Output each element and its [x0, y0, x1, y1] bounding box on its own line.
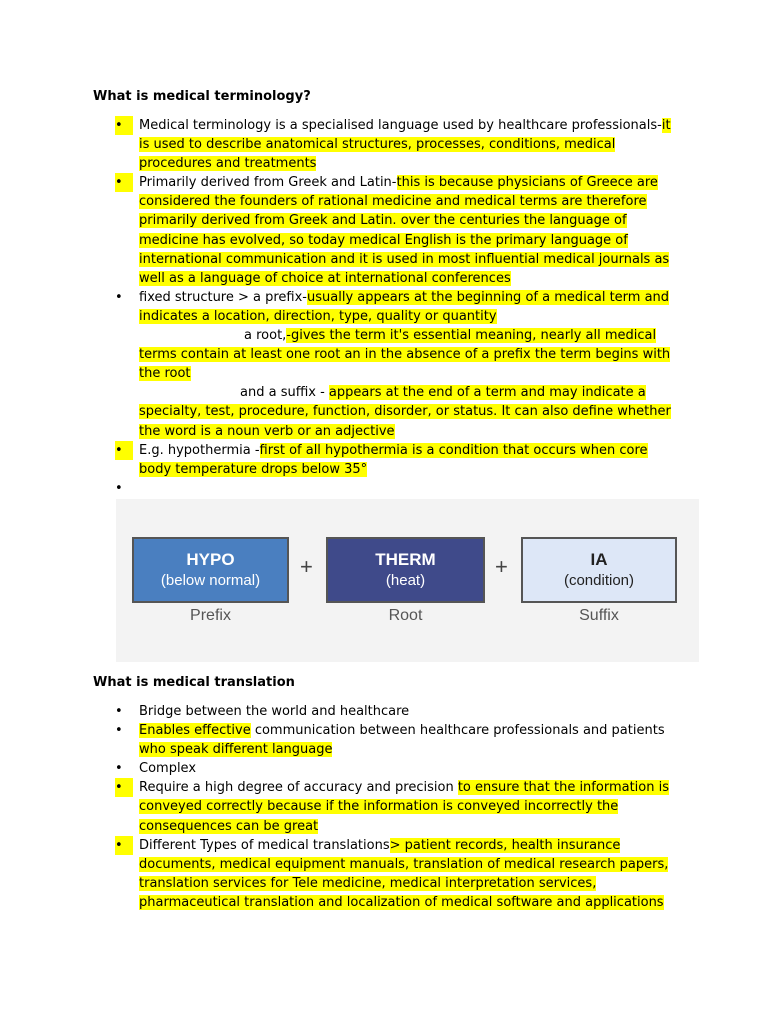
suffix-label: Suffix: [579, 607, 619, 624]
prefix-box: [132, 537, 289, 603]
list-item-empty: [93, 479, 683, 498]
highlighted-text: Enables effective: [139, 723, 251, 739]
plus-sign: +: [495, 554, 508, 579]
item-text: a root,: [244, 328, 287, 344]
item-text: fixed structure > a prefix-: [139, 289, 307, 305]
hypothermia-diagram: [116, 499, 699, 662]
list-item: [93, 441, 683, 479]
bullet-icon: •: [115, 723, 123, 739]
prefix-term: HYPO: [186, 550, 235, 569]
plus-sign: +: [300, 554, 313, 579]
highlighted-text: to ensure that the information is conveyed correctly because if the information is conveyed incorrectly the consequences can be great: [139, 780, 669, 834]
translation-list: [93, 702, 683, 912]
item-text: Complex: [139, 761, 197, 777]
highlighted-text: appears at the end of a term and may indicate a specialty, test, procedure, function, disorder, or status. It can also define whether the word is a noun verb or an adjective: [139, 385, 671, 439]
item-text: Different Types of medical translations: [139, 837, 390, 853]
item-text: Require a high degree of accuracy and precision: [139, 780, 458, 796]
highlighted-text: -gives the term it's essential meaning, nearly all medical terms contain at least one root an in the absence of a prefix the term begins with the root: [139, 328, 671, 382]
bullet-icon: •: [115, 480, 123, 496]
prefix-line: [139, 288, 683, 326]
bullet-icon: •: [115, 704, 123, 719]
list-item: [93, 173, 683, 288]
bullet-icon: •: [115, 173, 133, 192]
list-item: [93, 288, 683, 441]
highlighted-text: who speak different language: [139, 742, 333, 758]
item-text: and a suffix -: [240, 385, 329, 401]
bullet-icon: •: [115, 441, 133, 460]
list-item: [93, 759, 683, 778]
suffix-box: [521, 537, 677, 603]
root-meaning: (heat): [385, 572, 426, 589]
bullet-icon: •: [115, 761, 123, 777]
item-text: E.g. hypothermia -: [139, 442, 260, 458]
prefix-meaning: (below normal): [160, 572, 261, 589]
item-text: communication between healthcare professionals and patients: [250, 723, 665, 739]
suffix-meaning: (condition): [563, 572, 635, 589]
highlighted-text: first of all hypothermia is a condition that occurs when core body temperature drops below 35°: [139, 442, 648, 477]
prefix-label: Prefix: [190, 607, 231, 624]
suffix-term: IA: [590, 550, 608, 569]
highlighted-text: usually appears at the beginning of a medical term and indicates a location, direction, type, quality or quantity: [139, 289, 670, 324]
terminology-list: [93, 116, 683, 498]
bullet-icon: •: [115, 836, 133, 855]
bullet-icon: •: [115, 116, 133, 135]
highlighted-text: this is because physicians of Greece are considered the founders of rational medicine and medical terms are therefore primarily derived from Greek and Latin. over the centuries the language of medicine has evolved, so today medical English is the primary language of international communication and it is used in most influential medical journals as well as a language of choice at international conferences: [139, 175, 670, 286]
bullet-icon: •: [115, 778, 133, 797]
item-text: Bridge between the world and healthcare: [139, 704, 410, 719]
list-item: [93, 721, 683, 759]
root-box: [326, 537, 485, 603]
item-text: Medical terminology is a specialised language used by healthcare professionals-: [139, 118, 662, 133]
list-item: [93, 702, 683, 721]
highlighted-text: > patient records, health insurance documents, medical equipment manuals, translation of medical research papers, translation services for Tele medicine, medical interpretation services, pharmaceutical translation and localization of medical software and applications: [139, 837, 669, 910]
heading-medical-terminology: What is medical terminology?: [93, 89, 311, 104]
list-item: [93, 116, 683, 173]
root-line: [139, 326, 683, 383]
bullet-icon: •: [115, 289, 123, 305]
heading-medical-translation: What is medical translation: [93, 675, 295, 690]
root-term: THERM: [375, 550, 436, 569]
list-item: [93, 778, 683, 835]
list-item: [93, 836, 683, 912]
root-label: Root: [388, 607, 423, 624]
item-text: Primarily derived from Greek and Latin-: [139, 175, 397, 191]
suffix-line: [139, 383, 683, 440]
highlighted-text: it is used to describe anatomical structures, processes, conditions, medical procedures and treatments: [139, 118, 671, 172]
